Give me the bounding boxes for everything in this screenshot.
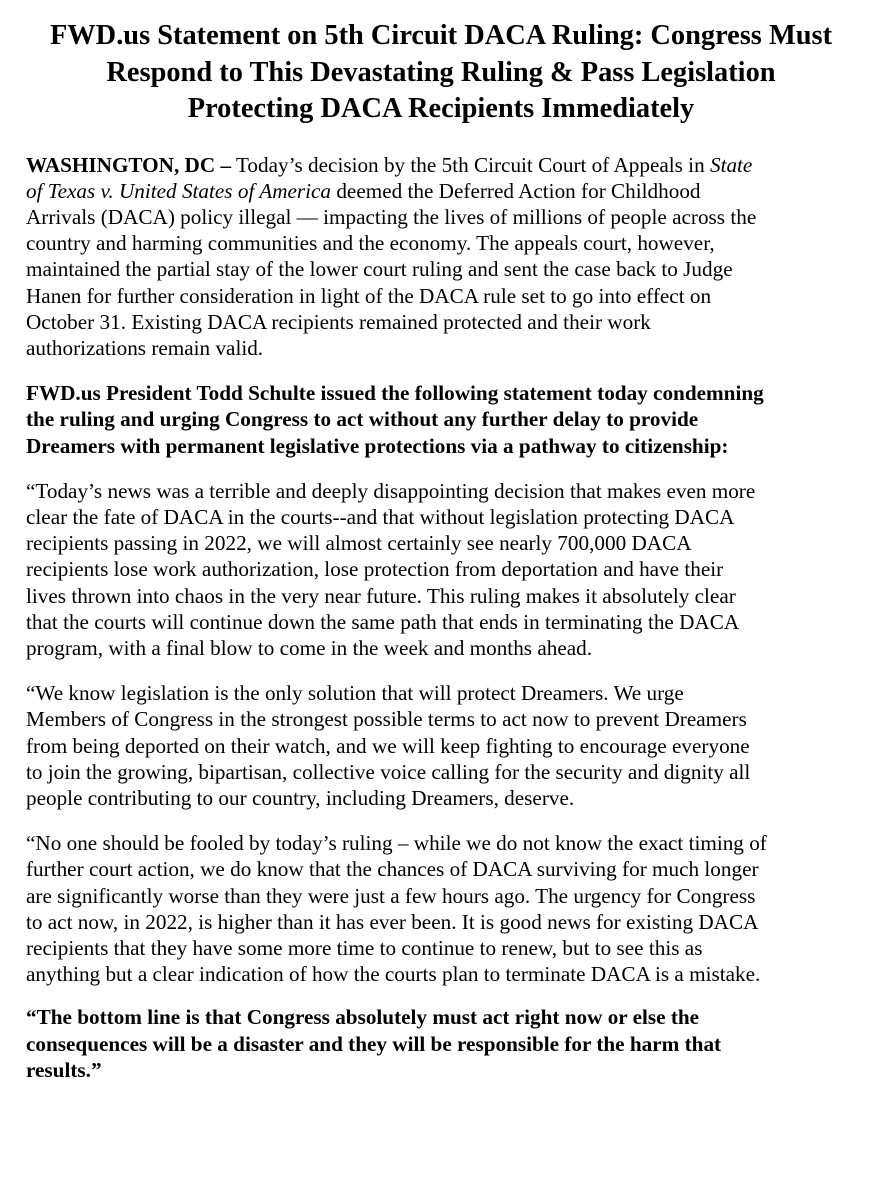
- text-line: clear the fate of DACA in the courts--and that without legislation protecting DACA: [26, 504, 735, 529]
- text-line: October 31. Existing DACA recipients remained protected and their work: [26, 309, 651, 334]
- text-line: Arrivals (DACA) policy illegal — impacting the lives of millions of people across the: [26, 204, 757, 229]
- text-line: recipients that they have some more time to continue to renew, but to see this as: [26, 935, 703, 960]
- text-line: “The bottom line is that Congress absolutely must act right now or else the: [26, 1005, 700, 1030]
- text-line: from being deported on their watch, and we will keep fighting to encourage everyone: [26, 733, 750, 758]
- text-line: lives thrown into chaos in the very near future. This ruling makes it absolutely clear: [26, 583, 736, 608]
- text-line: to join the growing, bipartisan, collective voice calling for the security and dignity all: [26, 759, 751, 784]
- text-line: that the courts will continue down the same path that ends in terminating the DACA: [26, 609, 740, 634]
- intro-text: Today’s decision by the 5th Circuit Court of Appeals in: [231, 152, 710, 177]
- quote-paragraph-1: [26, 478, 864, 661]
- text-line: people contributing to our country, including Dreamers, deserve.: [26, 785, 575, 810]
- text-line: the ruling and urging Congress to act without any further delay to provide: [26, 407, 699, 432]
- text-line: “No one should be fooled by today’s ruling – while we do not know the exact timing of: [26, 831, 767, 856]
- text-line: [26, 152, 864, 178]
- title-line: Protecting DACA Recipients Immediately: [187, 93, 695, 124]
- text-line: are significantly worse than they were just a few hours ago. The urgency for Congress: [26, 883, 756, 908]
- text-line: Members of Congress in the strongest possible terms to act now to prevent Dreamers: [26, 707, 747, 732]
- text-line: recipients lose work authorization, lose protection from deportation and have their: [26, 557, 724, 582]
- intro-text: deemed the Deferred Action for Childhood: [331, 178, 701, 203]
- case-name: State: [709, 152, 753, 177]
- text-line: further court action, we do know that the chances of DACA surviving for much longer: [26, 857, 759, 882]
- text-line: authorizations remain valid.: [26, 335, 264, 360]
- quote-paragraph-4: [26, 1004, 864, 1083]
- title-line: FWD.us Statement on 5th Circuit DACA Ruling: Congress Must: [49, 20, 833, 51]
- statement-title: [28, 18, 854, 128]
- text-line: Dreamers with permanent legislative protections via a pathway to citizenship:: [26, 433, 729, 458]
- text-line: results.”: [26, 1057, 102, 1082]
- text-line: “Today’s news was a terrible and deeply disappointing decision that makes even more: [26, 478, 756, 503]
- text-line: program, with a final blow to come in the week and months ahead.: [26, 635, 593, 660]
- text-line: recipients passing in 2022, we will almost certainly see nearly 700,000 DACA: [26, 531, 692, 556]
- text-line: to act now, in 2022, is higher than it has ever been. It is good news for existing DACA: [26, 909, 759, 934]
- quote-paragraph-3: [26, 830, 864, 987]
- text-line: maintained the partial stay of the lower court ruling and sent the case back to Judge: [26, 257, 733, 282]
- announcement-paragraph: [26, 380, 864, 459]
- intro-paragraph: [26, 152, 864, 362]
- title-line: Respond to This Devastating Ruling & Pass Legislation: [106, 56, 776, 88]
- text-line: [26, 178, 864, 204]
- case-name: of Texas v. United States of America: [26, 178, 332, 203]
- dateline: WASHINGTON, DC –: [26, 152, 232, 177]
- text-line: FWD.us President Todd Schulte issued the following statement today condemning: [26, 381, 764, 406]
- press-release-document: [26, 18, 864, 1083]
- quote-paragraph-2: [26, 680, 864, 811]
- text-line: “We know legislation is the only solution that will protect Dreamers. We urge: [26, 681, 684, 706]
- text-line: anything but a clear indication of how the courts plan to terminate DACA is a mistake.: [26, 962, 761, 987]
- text-line: Hanen for further consideration in light of the DACA rule set to go into effect on: [26, 283, 712, 308]
- text-line: country and harming communities and the economy. The appeals court, however,: [26, 231, 715, 256]
- text-line: consequences will be a disaster and they will be responsible for the harm that: [26, 1031, 722, 1056]
